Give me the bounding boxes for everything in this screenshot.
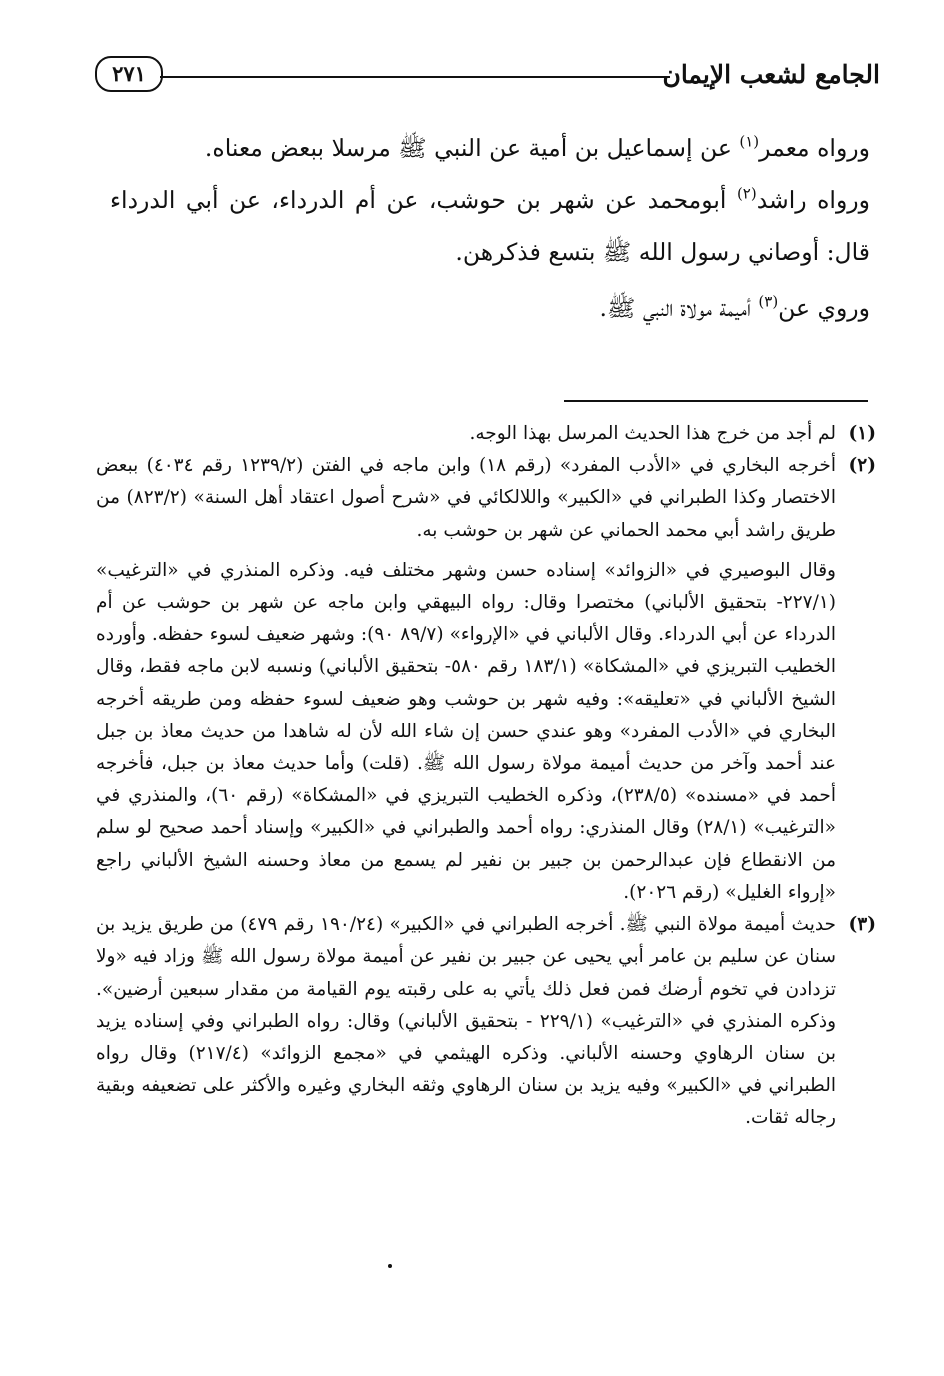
footnote-body (96, 450, 836, 909)
footnote-text: وقال البوصيري في «الزوائد» إسناده حسن وشهر مختلف فيه. وذكره المنذري في «الترغيب» (٢٢٧/١- بتحقيق الألباني) مختصرا وقال: رواه البيهقي وابن ماجه عن شهر بن حوشب عن أم الدرداء عن أبي الدرداء. وقال الألباني في «الإرواء» (٨٩/٧ ٩٠): وشهر ضعيف لسوء حفظه. وأورده الخطيب التبريزي في «المشكاة» (١٨٣/١ رقم ٥٨٠- بتحقيق الألباني) ونسبه لابن ماجه فقط، وقال الشيخ الألباني في «تعليقه»: وفيه شهر بن حوشب وهو ضعيف لسوء حفظه ومن طريقه أخرجه البخاري في «الأدب المفرد» وهو عندي حسن إن شاء الله لأن له شاهدا من حديث معاذ بن جبل عند أحمد وآخر من حديث أميمة مولاة رسول الله ﷺ. (قلت) وأما حديث معاذ بن جبل، فأخرجه أحمد في «مسنده» (٢٣٨/٥)، وذكره الخطيب التبريزي في «المشكاة» (رقم ٦٠)، والمنذري في «الترغيب» (٢٨/١) وقال المنذري: رواه أحمد والطبراني في «الكبير» وإسناد أحمد صحيح لو سلم من الانقطاع فإن عبدالرحمن بن جبير بن نفير لم يسمع من معاذ وحسنه الشيخ الألباني راجع «إرواء الغليل» (رقم ٢٠٢٦). (96, 559, 837, 903)
main-paragraph (110, 122, 870, 174)
footnote-3 (96, 909, 876, 1134)
paragraph-text: أميمة مولاة النبي ﷺ. (599, 294, 759, 322)
page-header (90, 48, 880, 108)
footnote-body (96, 418, 836, 450)
paragraph-text: وروي عن (778, 294, 870, 322)
scan-dot (388, 1264, 392, 1268)
main-text (110, 122, 870, 334)
footnote-number: (١) (848, 423, 876, 444)
footnotes-section (96, 418, 876, 1135)
footnote-marker[interactable]: (١) (739, 132, 760, 151)
paragraph-text: أبومحمد عن شهر بن حوشب، عن أم الدرداء، عن أبي الدرداء قال: أوصاني رسول الله ﷺ بتسع فذكرهن. (110, 186, 870, 266)
main-paragraph (110, 174, 870, 278)
footnote-number: (٣) (848, 914, 876, 936)
footnote-2 (96, 450, 876, 909)
footnote-separator (564, 400, 868, 402)
footnote-1 (96, 418, 876, 450)
paragraph-text: ورواه راشد (756, 186, 870, 214)
footnote-body (96, 909, 836, 1134)
footnote-marker[interactable]: (٣) (758, 292, 779, 311)
paragraph-text: عن إسماعيل بن أمية عن النبي ﷺ مرسلا ببعض معناه. (204, 134, 740, 162)
page-number: ٢٧١ (95, 56, 163, 92)
footnote-text: أخرجه البخاري في «الأدب المفرد» (رقم ١٨) وابن ماجه في الفتن (١٢٣٩/٢ رقم ٤٠٣٤) ببعض الاختصار وكذا الطبراني في «الكبير» واللالكائي في «شرح أصول اعتقاد أهل السنة» (٨٢٣/٢) من طريق راشد أبي محمد الحماني عن شهر بن حوشب به. (96, 455, 837, 541)
footnote-text: لم أجد من خرج هذا الحديث المرسل بهذا الوجه. (469, 423, 836, 445)
footnote-text: حديث أميمة مولاة النبي ﷺ. أخرجه الطبراني في «الكبير» (١٩٠/٢٤ رقم ٤٧٩) من طريق يزيد بن سنان عن سليم بن عامر أبي يحيى عن جبير بن نفير عن أميمة مولاة رسول الله ﷺ وزاد فيه «ولا تزدادن في تخوم أرضك فمن فعل ذلك يأتي به على رقبته يوم القيامة من مقدار سبعين أرضين». وذكره المنذري في «الترغيب» (٢٢٩/١ - بتحقيق الألباني) وقال: رواه الطبراني وفي إسناده يزيد بن سنان الرهاوي وحسنه الألباني. وذكره الهيثمي في «مجمع الزوائد» (٢١٧/٤) وقال رواه الطبراني في «الكبير» وفيه يزيد بن سنان الرهاوي وثقه البخاري وغيره والأكثر على تضعيفه وبقية رجاله ثقات. (96, 914, 836, 1129)
main-paragraph (110, 282, 870, 334)
paragraph-text: ورواه معمر (759, 134, 870, 162)
footnote-number: (٢) (848, 455, 876, 477)
header-rule (160, 76, 670, 78)
book-title: الجامع لشعب الإيمان (662, 60, 880, 89)
footnote-marker[interactable]: (٢) (736, 184, 757, 203)
